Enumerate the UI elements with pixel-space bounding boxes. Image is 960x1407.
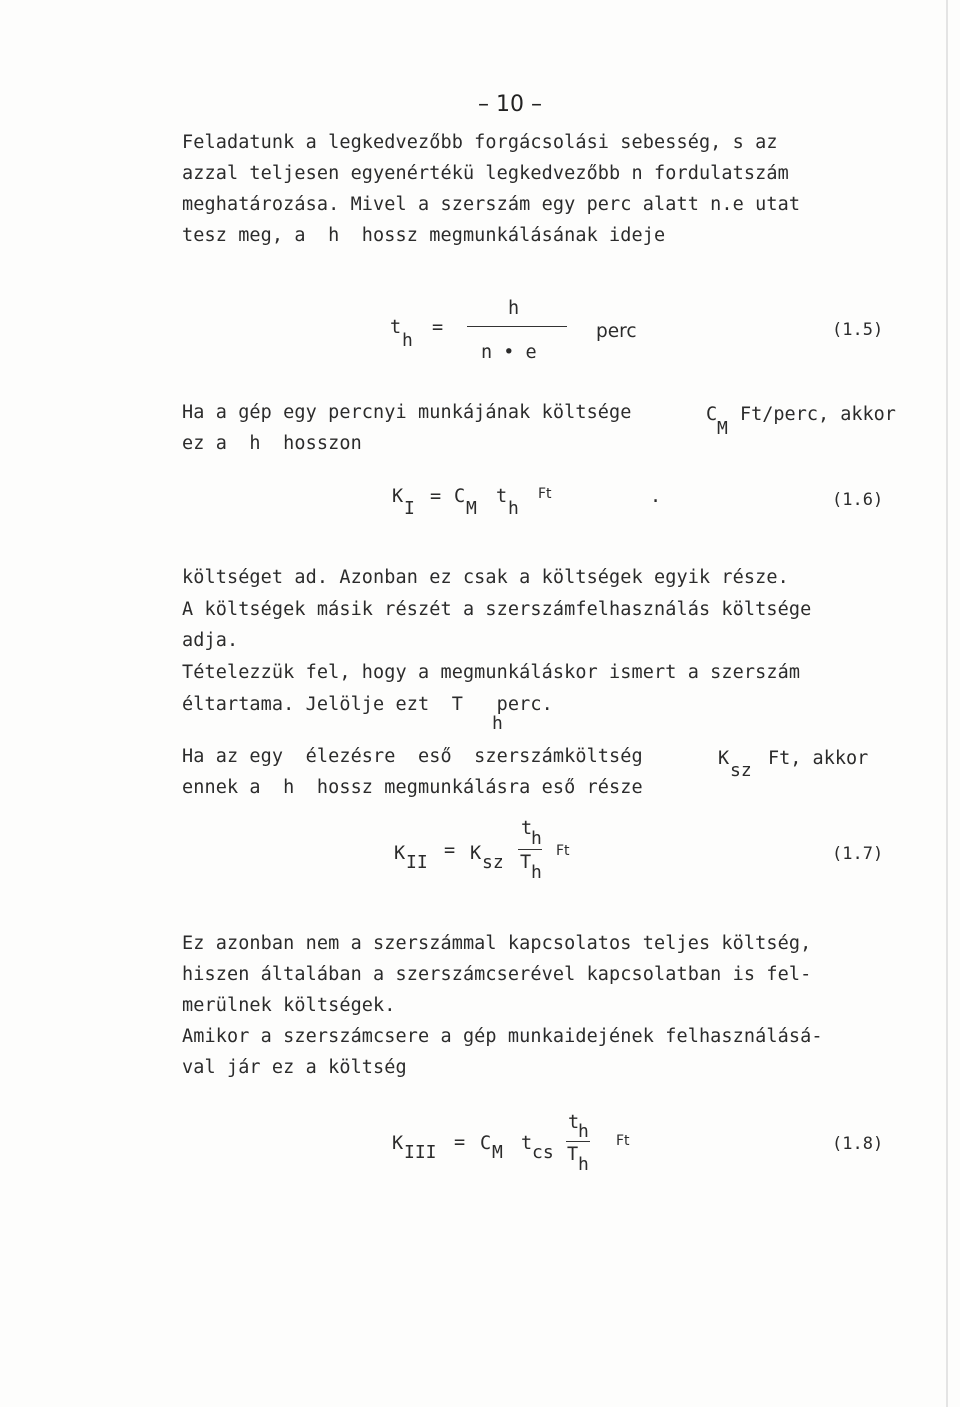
- eq8-c: C: [480, 1133, 492, 1154]
- eq8-equals: =: [454, 1132, 466, 1153]
- text-line: Ha az egy élezésre eső szerszámköltség: [182, 746, 643, 767]
- eq8-t: t: [521, 1133, 533, 1154]
- cm-var: C: [706, 404, 718, 425]
- eq8-k: K: [392, 1133, 404, 1154]
- text-line: val jár ez a költség: [182, 1057, 407, 1078]
- eq5-unit: perc: [596, 321, 637, 342]
- text-line: ez a h hosszon: [182, 433, 362, 454]
- eq6-t: t: [496, 486, 508, 507]
- text-line: Feladatunk a legkedvezőbb forgácsolási sebesség, s az: [182, 132, 778, 153]
- eq7-ksz: K: [470, 843, 482, 864]
- th-sub: h: [492, 713, 503, 734]
- eq7-den-sub: h: [531, 862, 542, 883]
- eq7-num-sub: h: [531, 828, 542, 849]
- eq5-lhs-sub: h: [402, 330, 413, 351]
- eq8-label: (1.8): [832, 1134, 884, 1154]
- eq8-num-sub: h: [578, 1121, 589, 1142]
- eq8-den-sub: h: [578, 1154, 589, 1175]
- eq6-t-sub: h: [508, 498, 519, 519]
- eq8-fraction-bar: [566, 1141, 590, 1142]
- eq7-num: t: [521, 818, 533, 839]
- ksz-rest: Ft, akkor: [768, 748, 869, 769]
- eq5-label: (1.5): [832, 320, 884, 340]
- eq5-denominator: n • e: [481, 342, 537, 363]
- eq6-dot: .: [650, 486, 662, 507]
- eq7-label: (1.7): [832, 844, 884, 864]
- page-edge: [946, 0, 948, 1407]
- eq5-numerator: h: [508, 298, 520, 319]
- eq7-unit: Ft: [556, 843, 570, 859]
- eq8-num: t: [568, 1112, 580, 1133]
- text-line: ennek a h hossz megmunkálásra eső része: [182, 777, 643, 798]
- eq8-t-sub: cs: [532, 1142, 554, 1163]
- text-line: Ha a gép egy percnyi munkájának költsége: [182, 402, 632, 423]
- text-line: hiszen általában a szerszámcserével kapcsolatban is fel-: [182, 964, 812, 985]
- eq8-unit: Ft: [616, 1133, 630, 1149]
- eq7-ksz-sub: sz: [482, 852, 504, 873]
- text-line: Tételezzük fel, hogy a megmunkáláskor ismert a szerszám: [182, 662, 801, 683]
- eq8-den: T: [567, 1144, 579, 1165]
- eq5-fraction-bar: [467, 326, 567, 327]
- text-line: A költségek másik részét a szerszámfelhasználás költsége: [182, 599, 812, 620]
- eq6-c: C: [454, 486, 466, 507]
- text-line: költséget ad. Azonban ez csak a költségek egyik része.: [182, 567, 789, 588]
- text-line: Ez azonban nem a szerszámmal kapcsolatos teljes költség,: [182, 933, 812, 954]
- cm-sub: M: [717, 418, 728, 439]
- eq6-equals: =: [430, 486, 442, 507]
- eq5-lhs-var: t: [390, 317, 402, 338]
- eq7-k-sub: II: [406, 852, 428, 873]
- eq6-k: K: [392, 486, 404, 507]
- eq6-k-sub: I: [404, 498, 415, 519]
- eq6-label: (1.6): [832, 490, 884, 510]
- text-line: tesz meg, a h hossz megmunkálásának ideje: [182, 225, 666, 246]
- text-line: meghatározása. Mivel a szerszám egy perc alatt n.e utat: [182, 194, 801, 215]
- cm-rest: Ft/perc, akkor: [740, 404, 896, 425]
- text-line: adja.: [182, 630, 239, 651]
- eq6-c-sub: M: [466, 498, 477, 519]
- text-line: merülnek költségek.: [182, 995, 396, 1016]
- ksz-var: K: [718, 748, 730, 769]
- text-line: éltartama. Jelölje ezt T perc.: [182, 694, 553, 715]
- eq7-equals: =: [444, 840, 456, 861]
- eq7-den: T: [520, 852, 532, 873]
- text-line: azzal teljesen egyenértékü legkedvezőbb n fordulatszám: [182, 163, 789, 184]
- page-number: – 10 –: [478, 92, 542, 117]
- eq7-fraction-bar: [518, 849, 542, 850]
- eq8-c-sub: M: [492, 1142, 503, 1163]
- ksz-sub: sz: [730, 760, 752, 781]
- text-line: Amikor a szerszámcsere a gép munkaidejének felhasználásá-: [182, 1026, 823, 1047]
- eq7-k: K: [394, 843, 406, 864]
- eq8-k-sub: III: [404, 1142, 437, 1163]
- eq6-unit: Ft: [538, 486, 552, 502]
- eq5-equals: =: [432, 317, 444, 338]
